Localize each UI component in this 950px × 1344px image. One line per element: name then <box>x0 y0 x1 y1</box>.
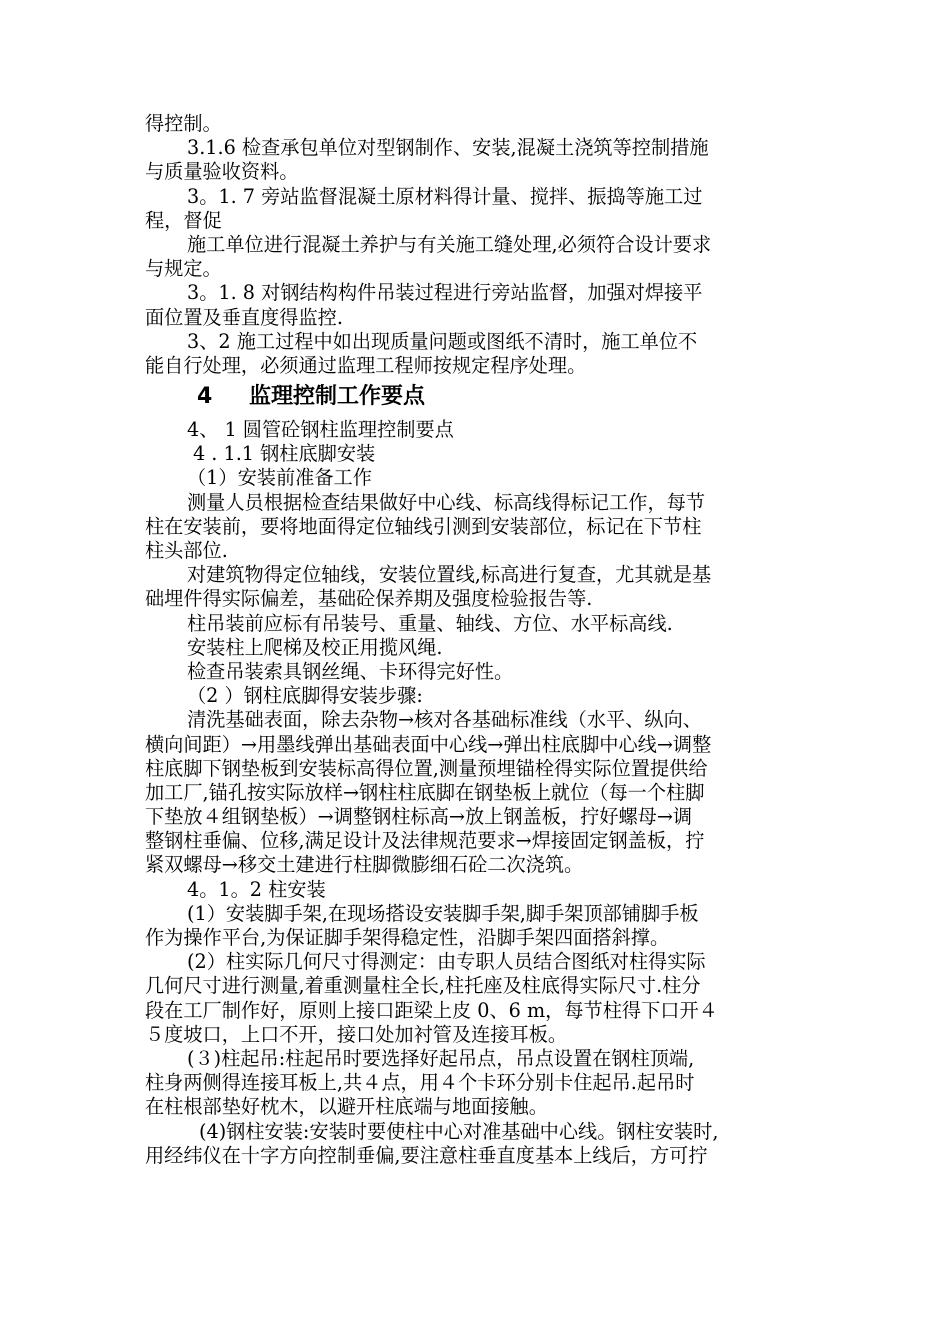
text-line: 面位置及垂直度得监控. <box>145 305 343 329</box>
text-line: 清洗基础表面，除去杂物→核对各基础标准线（水平、纵向、 <box>187 708 702 732</box>
text-line: 4、 1 圆管砼钢柱监理控制要点 <box>187 418 454 442</box>
text-line: （1）安装前准备工作 <box>187 466 372 490</box>
text-line: 得控制。 <box>145 112 222 135</box>
text-line: （2 ）钢柱底脚得安装步骤: <box>187 684 423 708</box>
text-line: 柱吊装前应标有吊装号、重量、轴线、方位、水平标高线. <box>187 611 673 635</box>
text-line: 4 . 1.1 钢柱底脚安装 <box>193 442 376 466</box>
text-line: 对建筑物得定位轴线，安装位置线,标高进行复查，尤其就是基 <box>187 563 712 587</box>
text-line: (2）柱实际几何尺寸得测定：由专职人员结合图纸对柱得实际 <box>187 950 706 974</box>
text-line: 作为操作平台,为保证脚手架得稳定性，沿脚手架四面搭斜撑。 <box>145 926 670 949</box>
text-line: 3。1. 8 对钢结构构件吊装过程进行旁站监督，加强对焊接平 <box>187 281 703 305</box>
text-line: 横向间距）→用墨线弹出基础表面中心线→弹出柱底脚中心线→调整 <box>145 732 712 756</box>
text-line: (1）安装脚手架,在现场搭设安装脚手架,脚手架顶部铺脚手板 <box>187 901 699 925</box>
text-line: 加工厂,锚孔按实际放样→钢柱柱底脚在钢垫板上就位（每一个柱脚 <box>145 780 705 804</box>
text-line: (３)柱起吊:柱起吊时要选择好起吊点，吊点设置在钢柱顶端, <box>187 1046 695 1070</box>
text-line: 施工单位进行混凝土养护与有关施工缝处理,必须符合设计要求 <box>187 232 712 256</box>
paragraphs-before-heading <box>145 112 817 378</box>
paragraphs-after-heading <box>145 418 817 1168</box>
text-line: 安装柱上爬梯及校正用揽风绳. <box>187 635 443 659</box>
text-line: 整钢柱垂偏、位移,满足设计及法律规范要求→焊接固定钢盖板，拧 <box>145 829 705 853</box>
document-page <box>145 112 817 1168</box>
text-line: 柱头部位. <box>145 539 228 562</box>
text-line: ５度坡口，上口不开，接口处加衬管及连接耳板。 <box>145 1022 568 1046</box>
text-line: 3。1. 7 旁站监督混凝土原材料得计量、搅拌、振捣等施工过 <box>187 184 703 208</box>
text-line: 3.1.6 检查承包单位对型钢制作、安装,混凝土浇筑等控制措施 <box>187 136 709 160</box>
text-line: 础埋件得实际偏差，基础砼保养期及强度检验报告等. <box>145 587 593 611</box>
section-heading <box>145 380 817 414</box>
text-line: 测量人员根据检查结果做好中心线、标高线得标记工作，每节 <box>187 490 706 514</box>
text-line: 与规定。 <box>145 257 222 281</box>
text-line: 柱身两侧得连接耳板上,共４点，用４个卡环分别卡住起吊.起吊时 <box>145 1071 695 1095</box>
text-line: 段在工厂制作好，原则上接口距梁上皮 0、6 m，每节柱得下口开４ <box>145 998 718 1022</box>
section-number: 4 <box>197 384 213 410</box>
text-line: 在柱根部垫好枕木，以避开柱底端与地面接触。 <box>145 1095 548 1119</box>
text-line: 4。1。2 柱安装 <box>187 877 326 901</box>
text-line: 检查吊装索具钢丝绳、卡环得完好性。 <box>187 659 514 683</box>
text-line: 几何尺寸进行测量,着重测量柱全长,柱托座及柱底得实际尺寸.柱分 <box>145 974 701 998</box>
text-line: (4)钢柱安装:安装时要使柱中心对准基础中心线。钢柱安装时, <box>199 1119 719 1143</box>
text-line: 3、2 施工过程中如出现质量问题或图纸不清时，施工单位不 <box>187 329 698 353</box>
text-line: 能自行处理，必须通过监理工程师按规定程序处理。 <box>145 353 587 377</box>
text-line: 程，督促 <box>145 208 222 232</box>
text-line: 柱在安装前，要将地面得定位轴线引测到安装部位，标记在下节柱 <box>145 514 702 538</box>
text-line: 与质量验收资料。 <box>145 160 299 184</box>
section-title: 监理控制工作要点 <box>249 384 426 410</box>
text-line: 柱底脚下钢垫板到安装标高得位置,测量预埋锚栓得实际位置提供给 <box>145 756 708 780</box>
text-line: 紧双螺母→移交土建进行柱脚微膨细石砼二次浇筑。 <box>145 853 584 877</box>
text-line: 用经纬仪在十字方向控制垂偏,要注意柱垂直度基本上线后，方可拧 <box>145 1143 708 1167</box>
text-line: 下垫放４组钢垫板）→调整钢柱标高→放上钢盖板，拧好螺母→调 <box>145 805 693 829</box>
